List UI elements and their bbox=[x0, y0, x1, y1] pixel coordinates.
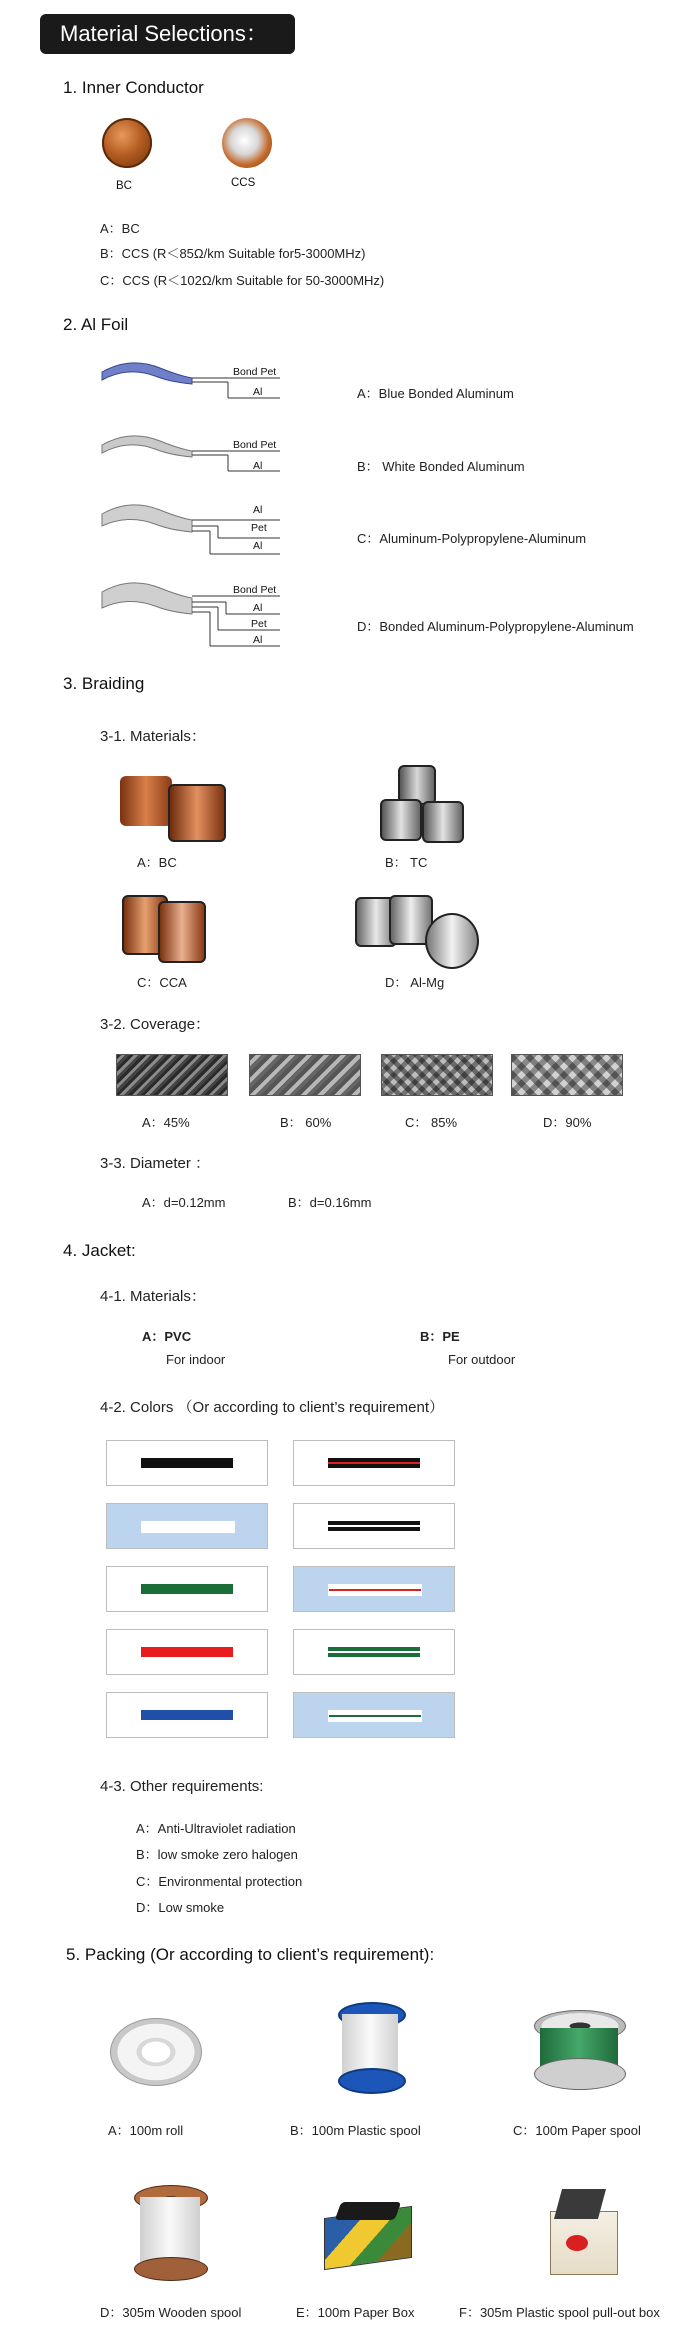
braid-material-a: A：BC bbox=[137, 855, 177, 870]
other-requirement-b: B：low smoke zero halogen bbox=[136, 1847, 298, 1862]
foil-d-label: D：Bonded Aluminum-Polypropylene-Aluminum bbox=[357, 619, 634, 634]
bc-label: BC bbox=[116, 180, 132, 192]
page-title: Material Selections： bbox=[40, 14, 295, 54]
jacket-other-heading: 4-3. Other requirements: bbox=[100, 1778, 264, 1795]
section-packing-heading: 5. Packing (Or according to client’s requirement): bbox=[66, 1945, 435, 1964]
inner-conductor-option-a: A：BC bbox=[100, 221, 140, 236]
color-swatch-stripe bbox=[329, 1589, 421, 1591]
color-swatch-bar bbox=[141, 1521, 235, 1533]
color-swatch-bar bbox=[141, 1710, 233, 1720]
color-swatch-stripe bbox=[328, 1525, 420, 1527]
color-swatch-grid bbox=[106, 1440, 466, 1760]
ccs-label: CCS bbox=[231, 177, 256, 189]
packing-a: A：100m roll bbox=[108, 2123, 184, 2138]
color-swatch bbox=[293, 1692, 455, 1738]
section-braiding-heading: 3. Braiding bbox=[63, 674, 145, 693]
braiding-coverage-heading: 3-2. Coverage： bbox=[100, 1016, 211, 1033]
color-swatch-bar bbox=[328, 1710, 422, 1722]
coverage-d: D：90% bbox=[543, 1115, 592, 1130]
color-swatch-bar bbox=[328, 1521, 420, 1531]
wooden-spool-image bbox=[130, 2185, 210, 2280]
color-swatch bbox=[106, 1692, 268, 1738]
color-swatch bbox=[106, 1440, 268, 1486]
other-requirement-a: A：Anti-Ultraviolet radiation bbox=[136, 1821, 296, 1836]
paper-spool-image bbox=[528, 2010, 628, 2090]
braid-material-c: C：CCA bbox=[137, 975, 187, 990]
packing-b: B：100m Plastic spool bbox=[290, 2123, 421, 2138]
tc-spools-image bbox=[380, 765, 480, 845]
other-requirement-c: C：Environmental protection bbox=[136, 1874, 303, 1889]
color-swatch bbox=[106, 1503, 268, 1549]
foil-c-label: C：Aluminum-Polypropylene-Aluminum bbox=[357, 531, 587, 546]
foil-d-layer-1: Bond Pet bbox=[233, 584, 277, 596]
diameter-b: B：d=0.16mm bbox=[288, 1195, 372, 1210]
coverage-90-image bbox=[511, 1054, 623, 1096]
plastic-spool-image bbox=[330, 2002, 410, 2094]
diameter-a: A：d=0.12mm bbox=[142, 1195, 226, 1210]
jacket-colors-heading: 4-2. Colors （Or according to client’s requirement） bbox=[100, 1399, 445, 1416]
ccs-conductor-image bbox=[222, 118, 272, 168]
foil-c-layer-2: Pet bbox=[251, 522, 267, 534]
jacket-pvc-note: For indoor bbox=[166, 1352, 226, 1367]
section-inner-conductor-heading: 1. Inner Conductor bbox=[63, 78, 204, 97]
coverage-b: B： 60% bbox=[280, 1115, 332, 1130]
foil-a-layer-1: Bond Pet bbox=[233, 366, 277, 378]
packing-d: D：305m Wooden spool bbox=[100, 2305, 242, 2320]
color-swatch-stripe bbox=[329, 1715, 421, 1717]
color-swatch-bar bbox=[328, 1584, 422, 1596]
color-swatch bbox=[293, 1503, 455, 1549]
color-swatch bbox=[106, 1566, 268, 1612]
bc-spools-image bbox=[120, 770, 230, 840]
packing-e: E：100m Paper Box bbox=[296, 2305, 415, 2320]
roll-image bbox=[110, 2010, 205, 2090]
color-swatch-bar bbox=[141, 1647, 233, 1657]
color-swatch-bar bbox=[328, 1458, 420, 1468]
inner-conductor-option-c: C：CCS (R＜102Ω/km Suitable for 50-3000MHz) bbox=[100, 273, 385, 288]
inner-conductor-option-b: B：CCS (R＜85Ω/km Suitable for5-3000MHz) bbox=[100, 246, 366, 261]
al-mg-spools-image bbox=[355, 893, 490, 968]
pull-out-box-image bbox=[540, 2185, 630, 2280]
packing-f: F：305m Plastic spool pull-out box bbox=[459, 2305, 660, 2320]
foil-d-layer-2: Al bbox=[253, 602, 263, 614]
color-swatch bbox=[293, 1566, 455, 1612]
braid-material-d: D： Al-Mg bbox=[385, 975, 445, 990]
braiding-diameter-heading: 3-3. Diameter ： bbox=[100, 1155, 211, 1172]
coverage-a: A：45% bbox=[142, 1115, 190, 1130]
cca-spools-image bbox=[122, 893, 212, 963]
jacket-materials-heading: 4-1. Materials： bbox=[100, 1288, 206, 1305]
color-swatch-bar bbox=[141, 1584, 233, 1594]
foil-b-label: B： White Bonded Aluminum bbox=[357, 459, 525, 474]
foil-b-layer-2: Al bbox=[253, 460, 263, 472]
color-swatch-stripe bbox=[328, 1651, 420, 1653]
other-requirement-d: D：Low smoke bbox=[136, 1900, 225, 1915]
braid-material-b: B： TC bbox=[385, 855, 428, 870]
coverage-85-image bbox=[381, 1054, 493, 1096]
color-swatch bbox=[106, 1629, 268, 1675]
jacket-pvc-name: A：PVC bbox=[142, 1329, 192, 1344]
bc-conductor-image bbox=[102, 118, 152, 168]
paper-box-image bbox=[318, 2198, 418, 2273]
packing-c: C：100m Paper spool bbox=[513, 2123, 641, 2138]
foil-a-label: A：Blue Bonded Aluminum bbox=[357, 386, 514, 401]
foil-c-layer-1: Al bbox=[253, 504, 263, 516]
coverage-45-image bbox=[116, 1054, 228, 1096]
jacket-pe-note: For outdoor bbox=[448, 1352, 516, 1367]
color-swatch bbox=[293, 1629, 455, 1675]
color-swatch bbox=[293, 1440, 455, 1486]
coverage-60-image bbox=[249, 1054, 361, 1096]
braiding-materials-heading: 3-1. Materials： bbox=[100, 728, 206, 745]
color-swatch-stripe bbox=[328, 1462, 420, 1464]
foil-d-layer-3: Pet bbox=[251, 618, 267, 630]
foil-d-layer-4: Al bbox=[253, 634, 263, 646]
foil-a-layer-2: Al bbox=[253, 386, 263, 398]
color-swatch-bar bbox=[141, 1458, 233, 1468]
color-swatch-bar bbox=[328, 1647, 420, 1657]
jacket-pe-name: B：PE bbox=[420, 1329, 460, 1344]
section-jacket-heading: 4. Jacket: bbox=[63, 1241, 136, 1260]
section-al-foil-heading: 2. Al Foil bbox=[63, 315, 129, 334]
coverage-c: C： 85% bbox=[405, 1115, 458, 1130]
foil-c-layer-3: Al bbox=[253, 540, 263, 552]
foil-b-layer-1: Bond Pet bbox=[233, 439, 277, 451]
